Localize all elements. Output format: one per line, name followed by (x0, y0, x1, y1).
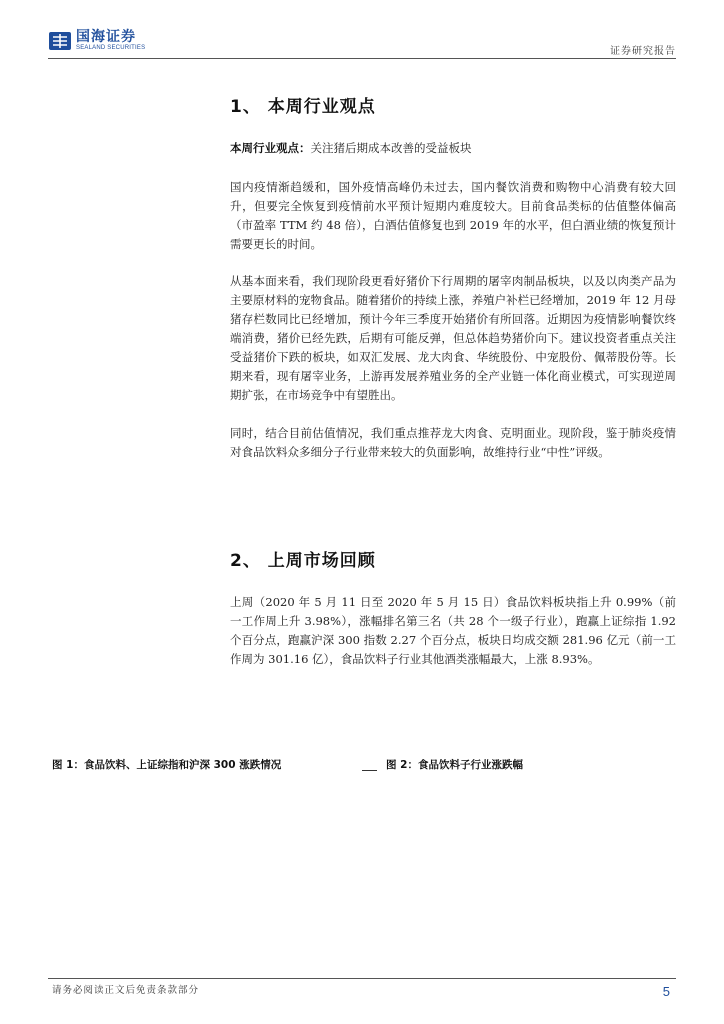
section-1-lead (230, 139, 676, 158)
logo-chinese-name: 国海证券 (76, 29, 136, 45)
section-2-title: 2、 上周市场回顾 (230, 551, 376, 571)
page-header (48, 28, 676, 58)
sealand-logo-icon (48, 30, 72, 52)
report-type-label: 证券研究报告 (610, 46, 676, 57)
company-logo (48, 28, 145, 54)
section-1-title: 1、 本周行业观点 (230, 97, 376, 117)
figure-1-caption: 图 1：食品饮料、上证综指和沪深 300 涨跌情况 (52, 759, 282, 771)
page-number: 5 (662, 984, 670, 999)
section-2-paragraph-1: 上周（2020 年 5 月 11 日至 2020 年 5 月 15 日）食品饮料板块指上升 0.99%（前一工作周上升 3.98%），涨幅排名第三名（共 28 个一级子行业），跑赢上证综指 1.92 个百分点，跑赢沪深 300 指数 2.27 个百分点，板块日均成交额 281.96 亿元（前一工作周为 301.16 亿），食品饮料子行业其他酒类涨幅最大，上涨 8.93%。 (230, 595, 676, 666)
header-divider (48, 58, 676, 59)
section-1-paragraph-3: 同时，结合目前估值情况，我们重点推荐龙大肉食、克明面业。现阶段，鉴于肺炎疫情对食品饮料众多细分子行业带来较大的负面影响，故维持行业“中性”评级。 (230, 426, 676, 459)
logo-english-name: SEALAND SECURITIES (76, 45, 146, 51)
lead-label: 本周行业观点： (230, 141, 311, 155)
footer-divider (48, 978, 676, 979)
lead-text: 关注猪后期成本改善的受益板块 (310, 141, 472, 155)
footer-disclaimer: 请务必阅读正文后免责条款部分 (52, 985, 200, 996)
section-1-paragraph-2: 从基本面来看，我们现阶段更看好猪价下行周期的屠宰肉制品板块，以及以肉类产品为主要原材料的宠物食品。随着猪价的持续上涨，养殖户补栏已经增加，2019 年 12 月母猪存栏数同比已经增加，预计今年三季度开始猪价有所回落。近期因为疫情影响餐饮终端消费，猪价已经先跌，后期有可能反弹，但总体趋势猪价向下。建议投资者重点关注受益猪价下跌的板块，如双汇发展、龙大肉食、华统股份、中宠股份、佩蒂股份等。长期来看，现有屠宰业务，上游再发展养殖业务的全产业链一体化商业模式，可实现逆周期扩张，在市场竞争中有望胜出。 (230, 274, 676, 402)
section-1-paragraph-1: 国内疫情渐趋缓和，国外疫情高峰仍未过去，国内餐饮消费和购物中心消费有较大回升，但要完全恢复到疫情前水平预计短期内难度较大。目前食品类标的估值整体偏高（市盈率 TTM 约 48 倍），白酒估值修复也到 2019 年的水平，但白酒业绩的恢复预计需要更长的时间。 (230, 180, 676, 251)
figure-2-caption: 图 2：食品饮料子行业涨跌幅 (386, 759, 523, 771)
figure-divider (362, 770, 377, 771)
